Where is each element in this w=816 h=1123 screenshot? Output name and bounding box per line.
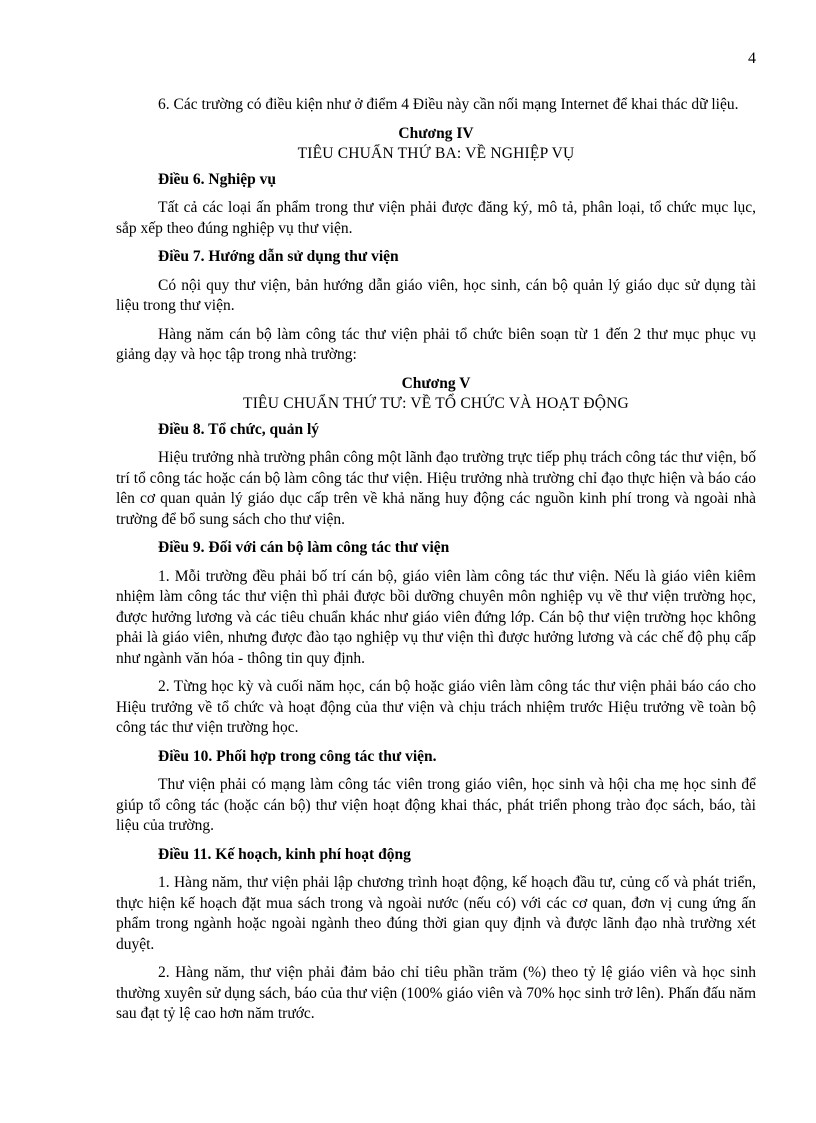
paragraph: Tất cả các loại ấn phẩm trong thư viện phải được đăng ký, mô tả, phân loại, tổ chức mục lục, sắp xếp theo đúng nghiệp vụ thư viện. [116, 199, 756, 237]
paragraph: Có nội quy thư viện, bản hướng dẫn giáo viên, học sinh, cán bộ quản lý giáo dục sử dụng tài liệu trong thư viện. [116, 276, 756, 314]
page-number: 4 [748, 50, 756, 67]
article-heading: Điều 6. Nghiệp vụ [158, 170, 276, 188]
paragraph: 2. Từng học kỳ và cuối năm học, cán bộ hoặc giáo viên làm công tác thư viện phải báo cáo cho Hiệu trưởng về tổ chức và hoạt động của thư viện và chịu trách nhiệm trước Hiệu trưởng về toàn bộ công tác thư viện trường học. [116, 678, 756, 736]
paragraph: Hiệu trưởng nhà trường phân công một lãnh đạo trường trực tiếp phụ trách công tác thư viện, bố trí tổ công tác hoặc cán bộ làm công tác thư viện. Hiệu trưởng nhà trường chỉ đạo thực hiện và báo cáo lên cơ quan quản lý giáo dục cấp trên về khả năng huy động các nguồn kinh phí trong và ngoài nhà trường để bổ sung sách cho thư viện. [116, 449, 756, 528]
article-heading: Điều 10. Phối hợp trong công tác thư viện. [158, 747, 437, 765]
chapter-heading [116, 374, 756, 414]
paragraph: 2. Hàng năm, thư viện phải đảm bảo chỉ tiêu phần trăm (%) theo tỷ lệ giáo viên và học sinh thường xuyên sử dụng sách, báo của thư viện (100% giáo viên và 70% học sinh trở lên). Phấn đấu năm sau đạt tỷ lệ cao hơn năm trước. [116, 964, 756, 1022]
article-heading: Điều 9. Đối với cán bộ làm công tác thư viện [158, 539, 450, 556]
article-heading: Điều 7. Hướng dẫn sử dụng thư viện [158, 248, 399, 265]
article-heading: Điều 8. Tổ chức, quản lý [158, 420, 320, 438]
paragraph: 6. Các trường có điều kiện như ở điểm 4 Điều này cần nối mạng Internet để khai thác dữ liệu. [158, 96, 739, 113]
paragraph: 1. Mỗi trường đều phải bố trí cán bộ, giáo viên làm công tác thư viện. Nếu là giáo viên kiêm nhiệm làm công tác thư viện thì phải được bồi dưỡng chuyên môn nghiệp vụ về thư viện trường học, được hưởng lương và các tiêu chuẩn khác như giáo viên đứng lớp. Cán bộ thư viện trường học không phải là giáo viên, nhưng được đào tạo nghiệp vụ thư viện thì được hưởng lương và các chế độ phụ cấp như ngành văn hóa - thông tin quy định. [116, 567, 756, 667]
chapter-title: TIÊU CHUẨN THỨ TƯ: VỀ TỔ CHỨC VÀ HOẠT ĐỘNG [243, 394, 629, 412]
document-body [116, 95, 756, 1033]
paragraph: 1. Hàng năm, thư viện phải lập chương trình hoạt động, kế hoạch đầu tư, củng cố và phát triển, thực hiện kế hoạch đặt mua sách trong và ngoài nước (nếu có) với các cơ quan, đơn vị cung ứng ấn phẩm trong ngành hoặc ngoài ngành theo đúng thời gian quy định và được lãnh đạo nhà trường xét duyệt. [116, 874, 756, 953]
chapter-heading [116, 124, 756, 164]
paragraph: Thư viện phải có mạng làm công tác viên trong giáo viên, học sinh và hội cha mẹ học sinh để giúp tổ công tác (hoặc cán bộ) thư viện hoạt động khai thác, phát triển phong trào đọc sách, báo, tài liệu của trường. [116, 776, 756, 834]
article-heading: Điều 11. Kế hoạch, kinh phí hoạt động [158, 845, 411, 863]
chapter-number: Chương IV [398, 124, 474, 142]
paragraph: Hàng năm cán bộ làm công tác thư viện phải tổ chức biên soạn từ 1 đến 2 thư mục phục vụ giảng dạy và học tập trong nhà trường: [116, 325, 756, 363]
chapter-number: Chương V [401, 374, 471, 392]
chapter-title: TIÊU CHUẨN THỨ BA: VỀ NGHIỆP VỤ [297, 144, 575, 162]
